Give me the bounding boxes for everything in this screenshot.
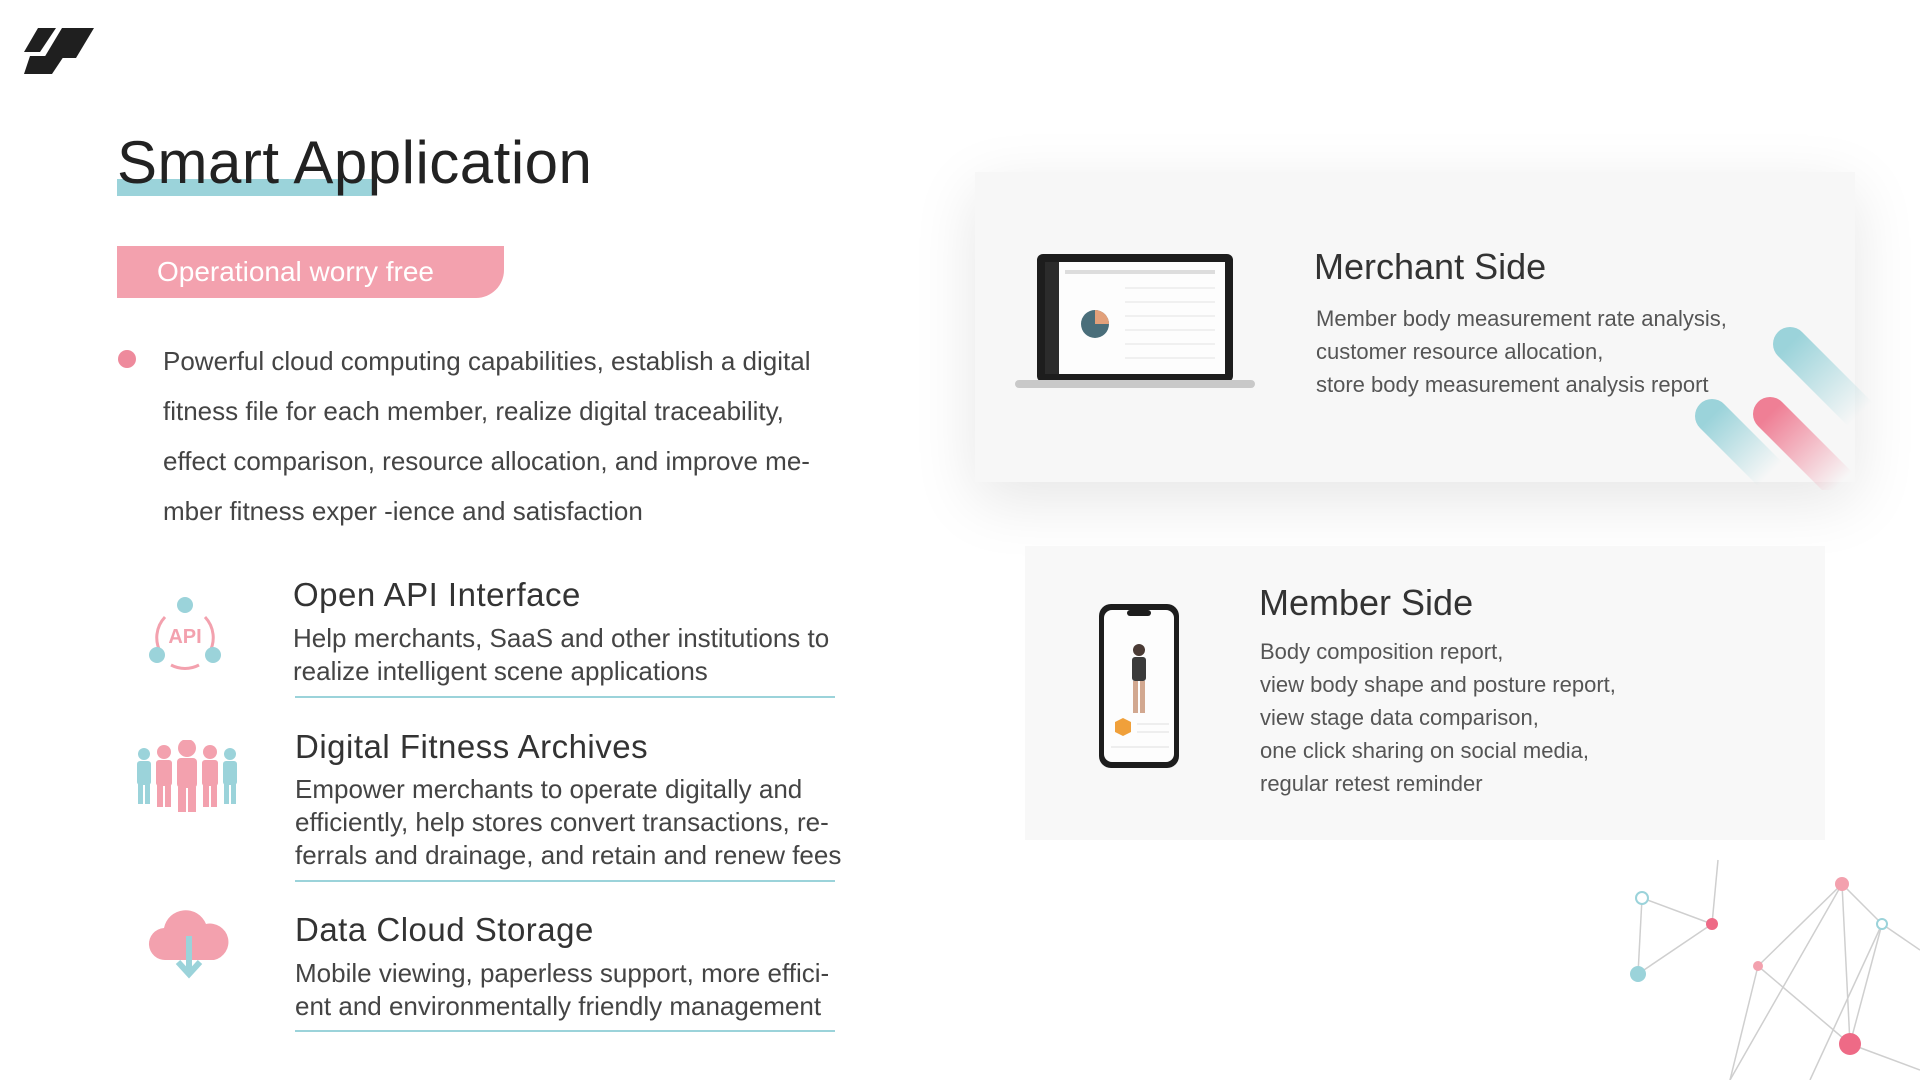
member-line: view stage data comparison, [1260, 705, 1539, 730]
member-card [1025, 546, 1825, 840]
decorative-stripes [1690, 320, 1880, 490]
member-line: regular retest reminder [1260, 771, 1483, 796]
intro-text: Powerful cloud computing capabilities, establish a digital fitness file for each member, realize digital traceability, effect comparison, resource allocation, and improve me-mber fitness exper -ience and satisfaction [163, 346, 811, 526]
api-icon [143, 595, 227, 675]
logo-icon [24, 28, 94, 74]
merchant-line: Member body measurement rate analysis, [1316, 306, 1727, 331]
feature-title-api: Open API Interface [293, 576, 581, 613]
feature-divider [295, 880, 835, 882]
api-icon-label: API [168, 626, 202, 648]
member-line: view body shape and posture report, [1260, 672, 1616, 697]
feature-divider [295, 696, 835, 698]
feature-desc-cloud: Mobile viewing, paperless support, more effici-ent and environmentally friendly management [295, 958, 830, 1021]
merchant-title: Merchant Side [1314, 246, 1547, 287]
feature-desc-api: Help merchants, SaaS and other institutions to realize intelligent scene applications [293, 623, 830, 686]
people-icon [134, 740, 240, 812]
phone-icon [1097, 602, 1181, 770]
feature-title-cloud: Data Cloud Storage [295, 911, 594, 948]
merchant-line: store body measurement analysis report [1316, 372, 1709, 397]
cloud-download-icon [148, 908, 230, 980]
feature-divider [295, 1030, 835, 1032]
laptop-icon [1015, 252, 1255, 392]
member-title: Member Side [1259, 582, 1474, 623]
network-decoration [1620, 840, 1920, 1080]
tagline-badge: Operational worry free [117, 246, 504, 298]
member-line: one click sharing on social media, [1260, 738, 1589, 763]
merchant-line: customer resource allocation, [1316, 339, 1604, 364]
bullet-dot [118, 350, 136, 368]
page-title: Smart Application [117, 129, 593, 196]
feature-desc-archives: Empower merchants to operate digitally and efficiently, help stores convert transactions, re-ferrals and drainage, and retain and renew fees [295, 774, 842, 870]
feature-title-archives: Digital Fitness Archives [295, 728, 649, 765]
member-line: Body composition report, [1260, 639, 1504, 664]
